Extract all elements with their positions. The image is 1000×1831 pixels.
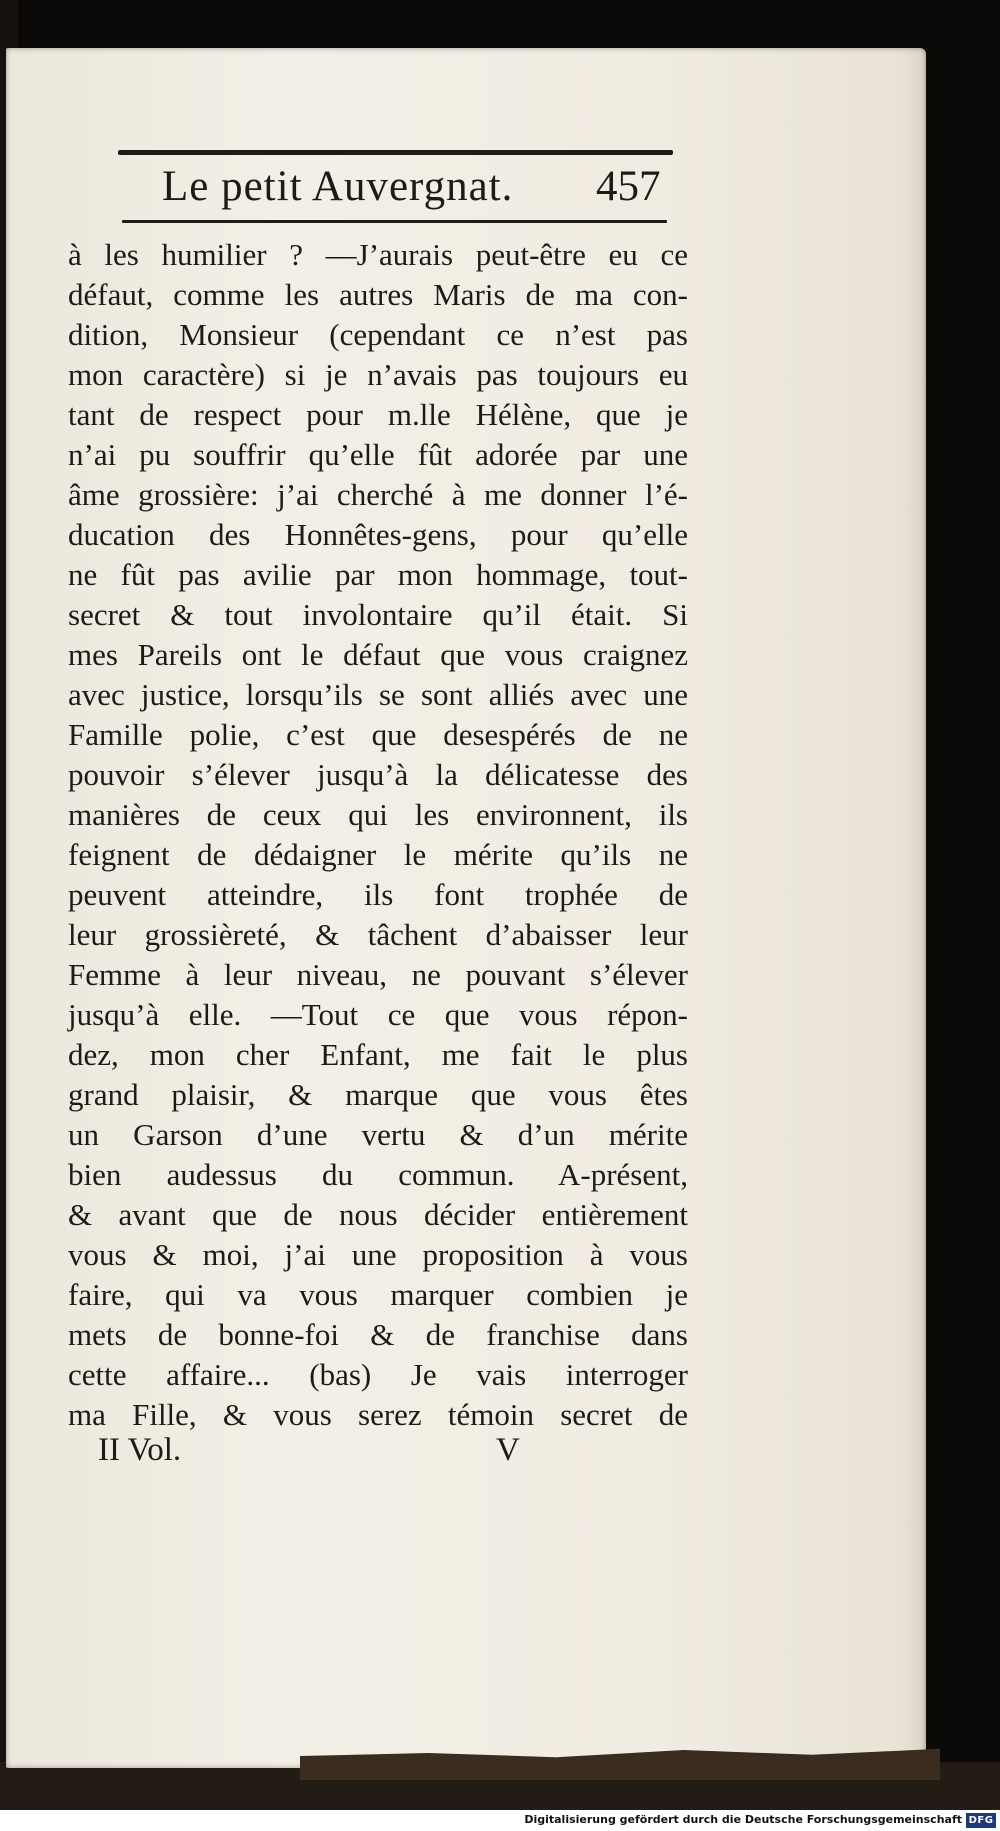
volume-label: II Vol. [98, 1432, 182, 1468]
text-line: grand plaisir, & marque que vous êtes [68, 1077, 688, 1112]
credit-strip [0, 1810, 1000, 1831]
text-line: mets de bonne-foi & de franchise dans [68, 1317, 688, 1352]
text-line: vous & moi, j’ai une proposition à vous [68, 1237, 688, 1272]
head-rule-top [118, 150, 673, 155]
text-line: ma Fille, & vous serez témoin secret de [68, 1397, 688, 1432]
text-line: ne fût pas avilie par mon hommage, tout- [68, 557, 688, 592]
text-line: & avant que de nous décider entièrement [68, 1197, 688, 1232]
text-line: leur grossièreté, & tâchent d’abaisser leur [68, 917, 688, 952]
text-line: dez, mon cher Enfant, me fait le plus [68, 1037, 688, 1072]
credit-text: Digitalisierung gefördert durch die Deutsche Forschungsgemeinschaft [524, 1813, 962, 1826]
text-line: ducation des Honnêtes-gens, pour qu’elle [68, 517, 688, 552]
text-line: Femme à leur niveau, ne pouvant s’élever [68, 957, 688, 992]
dfg-logo: DFG [966, 1813, 996, 1828]
text-line: défaut, comme les autres Maris de ma con- [68, 277, 688, 312]
text-line: un Garson d’une vertu & d’un mérite [68, 1117, 688, 1152]
text-line: mes Pareils ont le défaut que vous craignez [68, 637, 688, 672]
page-edge-shadow [900, 48, 930, 1768]
text-line: pouvoir s’élever jusqu’à la délicatesse des [68, 757, 688, 792]
text-line: secret & tout involontaire qu’il était. Si [68, 597, 688, 632]
text-line: n’ai pu souffrir qu’elle fût adorée par une [68, 437, 688, 472]
text-line: faire, qui va vous marquer combien je [68, 1277, 688, 1312]
head-rule-bottom [122, 220, 667, 223]
text-line: tant de respect pour m.lle Hélène, que je [68, 397, 688, 432]
text-line: avec justice, lorsqu’ils se sont alliés avec une [68, 677, 688, 712]
text-line: Famille polie, c’est que desespérés de ne [68, 717, 688, 752]
page-footer [98, 1432, 618, 1476]
text-line: jusqu’à elle. —Tout ce que vous répon- [68, 997, 688, 1032]
text-line: manières de ceux qui les environnent, ils [68, 797, 688, 832]
signature-mark: V [496, 1432, 520, 1468]
text-line: mon caractère) si je n’avais pas toujours eu [68, 357, 688, 392]
page-number: 457 [596, 163, 661, 210]
text-line: bien audessus du commun. A-présent, [68, 1157, 688, 1192]
running-head-title: Le petit Auvergnat. [162, 163, 514, 210]
text-line: dition, Monsieur (cependant ce n’est pas [68, 317, 688, 352]
text-line: cette affaire... (bas) Je vais interroger [68, 1357, 688, 1392]
text-line: à les humilier ? —J’aurais peut-être eu ce [68, 237, 688, 272]
text-line: âme grossière: j’ai cherché à me donner l’é- [68, 477, 688, 512]
text-line: peuvent atteindre, ils font trophée de [68, 877, 688, 912]
text-line: feignent de dédaigner le mérite qu’ils ne [68, 837, 688, 872]
